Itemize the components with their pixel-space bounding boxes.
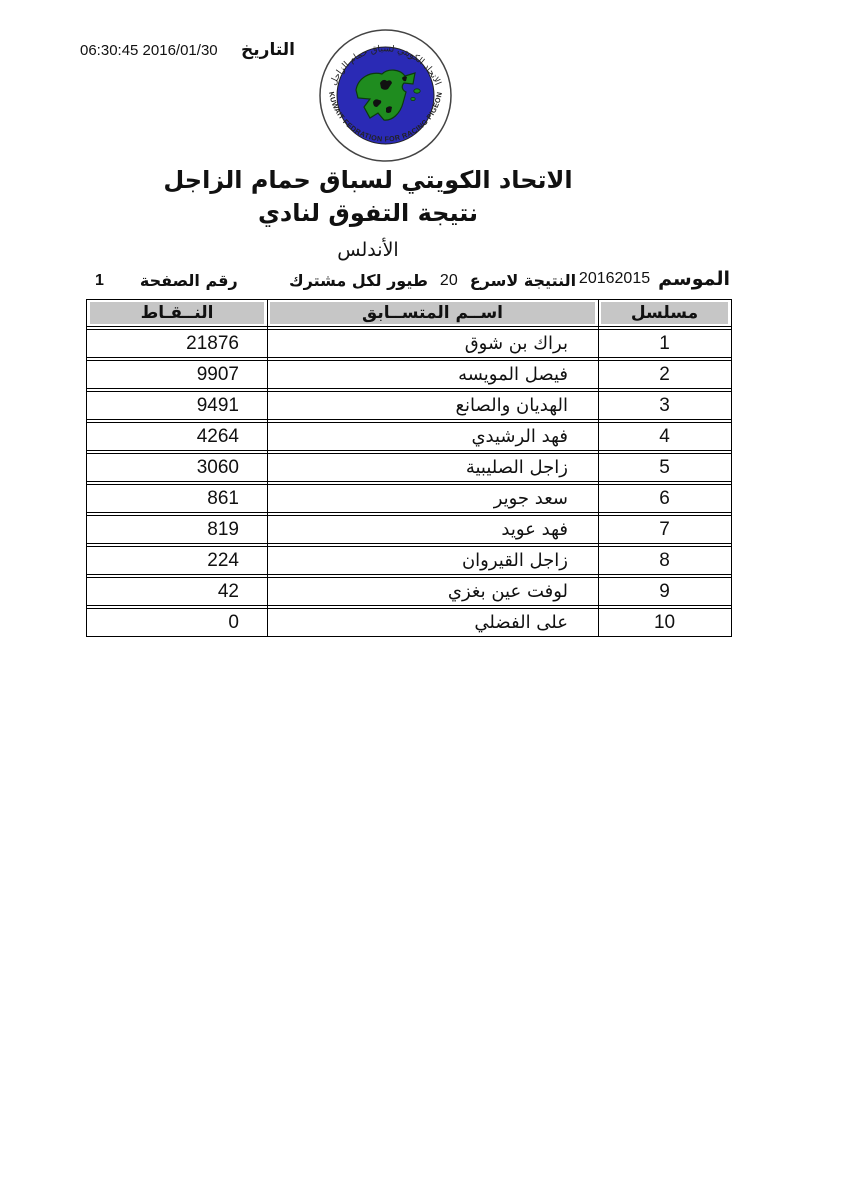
table-body [87, 329, 731, 637]
table-row [87, 422, 731, 451]
results-table [86, 299, 732, 637]
column-divider [267, 299, 268, 637]
date-value: 06:30:45 2016/01/30 [80, 42, 218, 59]
row-contestant-name: فهد عويد [501, 519, 568, 540]
row-contestant-name: لوفت عين بغزي [447, 581, 568, 602]
header-cell-points [87, 300, 267, 326]
page-number-label: رقم الصفحة [139, 271, 238, 290]
row-points: 9907 [196, 363, 239, 385]
result-label: النتيجة لاسرع [469, 271, 577, 290]
date-label: التاريخ [241, 40, 295, 60]
row-points: 224 [207, 549, 239, 571]
date-row [80, 40, 295, 60]
row-points: 9491 [196, 394, 239, 416]
row-points: 819 [207, 518, 239, 540]
table-row [87, 360, 731, 389]
row-points: 4264 [196, 425, 239, 447]
header-name-label: اســم المتســابق [270, 302, 595, 324]
title-block [88, 164, 648, 261]
row-serial: 3 [659, 394, 670, 416]
row-contestant-name: زاجل الصليبية [465, 457, 568, 478]
season-label: الموسم [658, 268, 730, 290]
page-title: الاتحاد الكويتي لسباق حمام الزاجل [163, 166, 573, 194]
row-serial: 9 [659, 580, 670, 602]
row-serial: 4 [659, 425, 670, 447]
pigeon-federation-emblem-icon [318, 28, 453, 163]
logo-arabic-arc-text: الاتحاد الكويتي لسباق حمام الزاجل [328, 44, 443, 88]
row-contestant-name: الهديان والصانع [455, 395, 568, 416]
table-row [87, 608, 731, 637]
row-serial: 5 [659, 456, 670, 478]
table-row [87, 577, 731, 606]
row-serial: 1 [659, 332, 670, 354]
row-contestant-name: زاجل القيروان [461, 550, 568, 571]
row-contestant-name: سعد جوير [493, 488, 568, 509]
column-divider [598, 299, 599, 637]
row-serial: 6 [659, 487, 670, 509]
row-serial: 8 [659, 549, 670, 571]
row-serial: 7 [659, 518, 670, 540]
row-points: 0 [228, 611, 239, 633]
table-row [87, 484, 731, 513]
logo-english-arc-text: KUWAIT FEDRATION FOR RACING PIGEON [327, 91, 444, 144]
header-cell-serial [598, 300, 731, 326]
row-points: 42 [217, 580, 239, 602]
row-points: 3060 [196, 456, 239, 478]
federation-logo-icon [318, 28, 453, 163]
table-row [87, 515, 731, 544]
page-subtitle: نتيجة التفوق لنادي [257, 199, 479, 227]
season-value: 20162015 [578, 270, 651, 287]
row-contestant-name: فهد الرشيدي [471, 426, 568, 447]
result-count: 20 [439, 271, 458, 289]
table-row [87, 546, 731, 575]
row-serial: 10 [653, 611, 676, 633]
table-row [87, 391, 731, 420]
table-header-row [87, 299, 731, 327]
season-group [579, 268, 730, 290]
club-name: الأندلس [337, 239, 399, 261]
page-number-value: 1 [95, 271, 104, 289]
header-points-label: النــقـاط [90, 302, 264, 324]
row-serial: 2 [659, 363, 670, 385]
table-row [87, 329, 731, 358]
result-suffix: طيور لكل مشترك [289, 271, 428, 290]
row-contestant-name: على الفضلي [474, 612, 568, 633]
row-contestant-name: براك بن شوق [464, 333, 568, 354]
row-points: 861 [207, 487, 239, 509]
header-serial-label: مسلسل [601, 302, 728, 324]
header-cell-name [267, 300, 598, 326]
table-row [87, 453, 731, 482]
row-contestant-name: فيصل المويسه [458, 364, 568, 385]
row-points: 21876 [186, 332, 239, 354]
page-number-group [95, 271, 238, 290]
result-description [289, 271, 576, 290]
